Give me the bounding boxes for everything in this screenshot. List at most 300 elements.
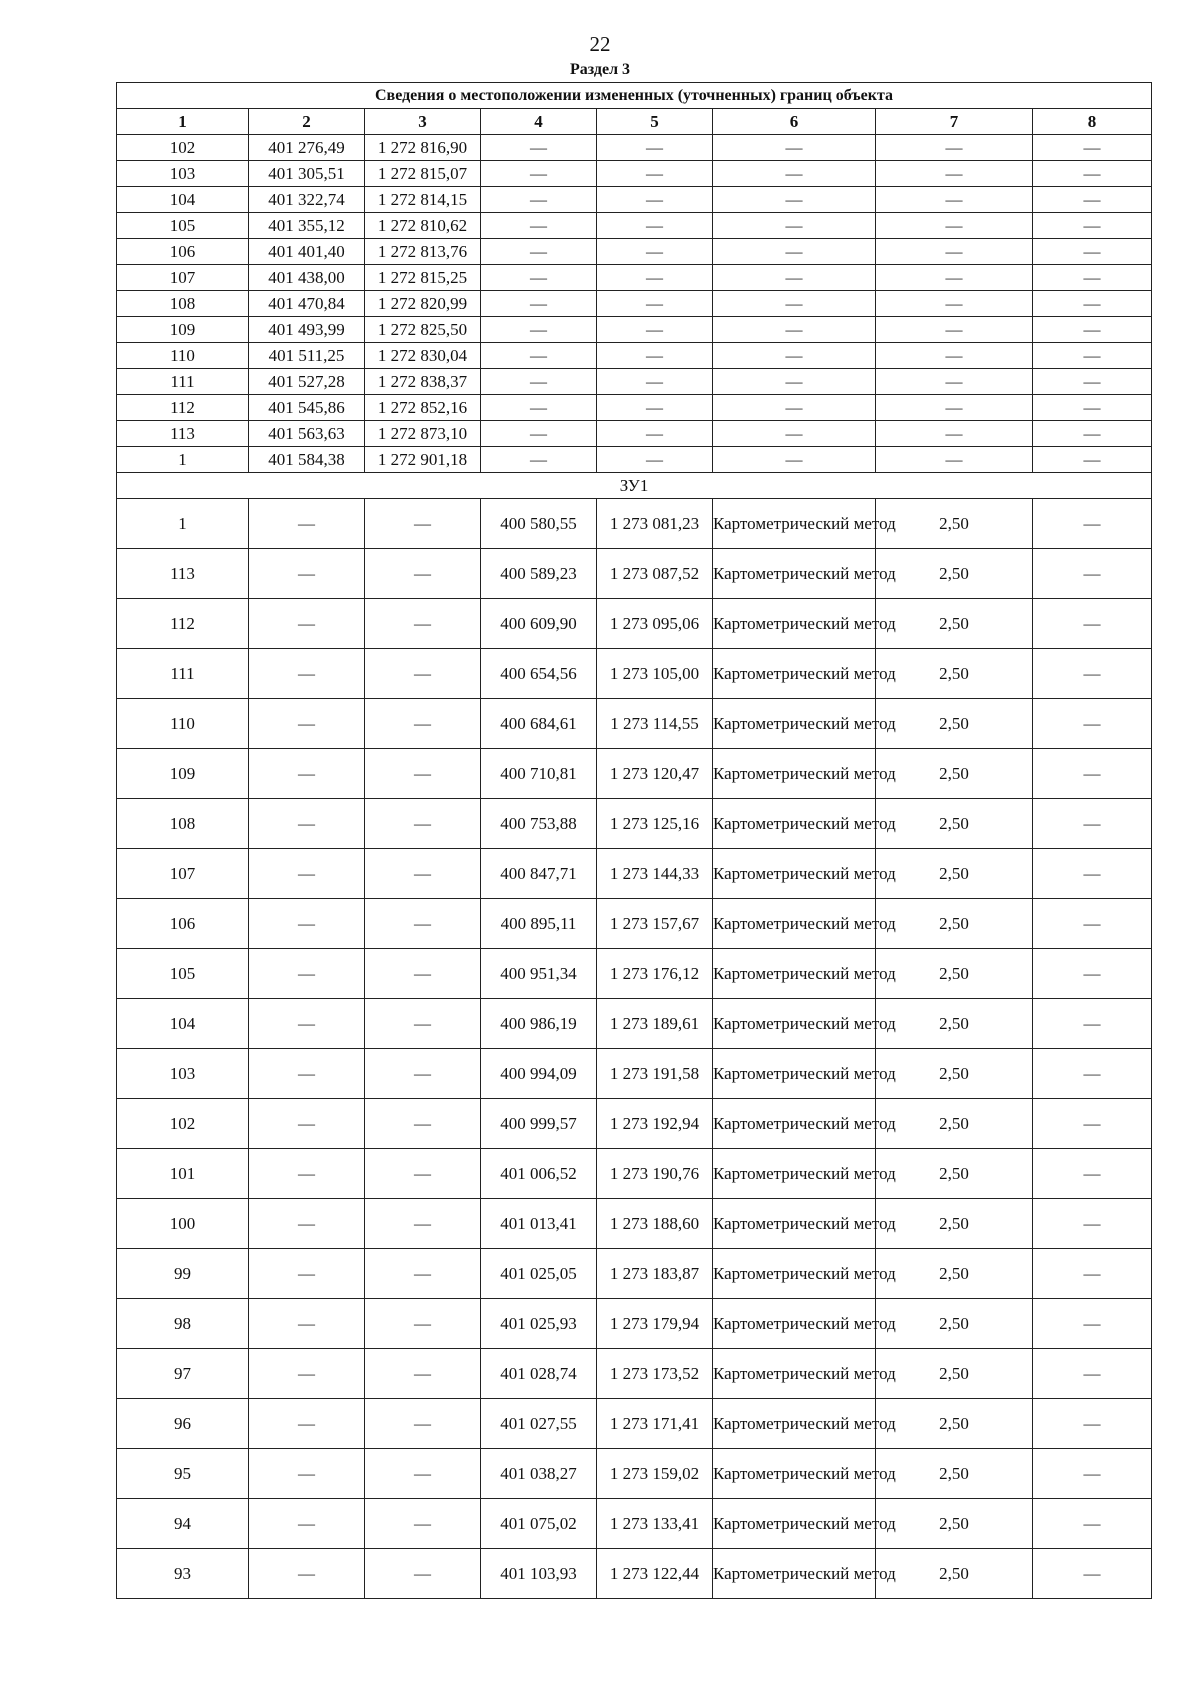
table-row	[117, 999, 1152, 1049]
point-number-cell: 108	[117, 799, 249, 849]
existing-x-cell: —	[249, 1399, 365, 1449]
point-number-cell: 105	[117, 213, 249, 239]
method-cell: Картометрический метод	[713, 1299, 876, 1349]
new-x-cell: 401 025,05	[481, 1249, 597, 1299]
table-row	[117, 213, 1152, 239]
method-cell: Картометрический метод	[713, 799, 876, 849]
new-x-cell: 400 994,09	[481, 1049, 597, 1099]
existing-y-cell: —	[365, 1249, 481, 1299]
new-x-cell: —	[481, 213, 597, 239]
new-x-cell: —	[481, 135, 597, 161]
new-x-cell: 401 075,02	[481, 1499, 597, 1549]
existing-y-cell: —	[365, 499, 481, 549]
point-number-cell: 107	[117, 849, 249, 899]
new-y-cell: 1 273 144,33	[597, 849, 713, 899]
new-x-cell: —	[481, 343, 597, 369]
method-cell: Картометрический метод	[713, 599, 876, 649]
method-cell: —	[713, 395, 876, 421]
existing-x-cell: —	[249, 749, 365, 799]
coordinates-table	[116, 82, 1152, 1599]
existing-x-cell: 401 401,40	[249, 239, 365, 265]
table-row	[117, 1399, 1152, 1449]
method-cell: —	[713, 265, 876, 291]
existing-x-cell: —	[249, 1199, 365, 1249]
new-y-cell: —	[597, 343, 713, 369]
new-y-cell: —	[597, 421, 713, 447]
new-x-cell: 400 654,56	[481, 649, 597, 699]
table-row	[117, 343, 1152, 369]
new-x-cell: —	[481, 161, 597, 187]
new-y-cell: —	[597, 213, 713, 239]
existing-y-cell: 1 272 813,76	[365, 239, 481, 265]
new-y-cell: 1 273 188,60	[597, 1199, 713, 1249]
description-cell: —	[1033, 1149, 1152, 1199]
existing-y-cell: 1 272 810,62	[365, 213, 481, 239]
method-cell: —	[713, 343, 876, 369]
new-y-cell: 1 273 125,16	[597, 799, 713, 849]
new-y-cell: 1 273 176,12	[597, 949, 713, 999]
point-number-cell: 97	[117, 1349, 249, 1399]
point-number-cell: 106	[117, 899, 249, 949]
point-number-cell: 100	[117, 1199, 249, 1249]
description-cell: —	[1033, 1249, 1152, 1299]
method-cell: Картометрический метод	[713, 699, 876, 749]
table-row	[117, 749, 1152, 799]
existing-y-cell: 1 272 820,99	[365, 291, 481, 317]
method-cell: Картометрический метод	[713, 499, 876, 549]
description-cell: —	[1033, 265, 1152, 291]
existing-y-cell: —	[365, 949, 481, 999]
description-cell: —	[1033, 161, 1152, 187]
new-y-cell: —	[597, 447, 713, 473]
existing-x-cell: —	[249, 1449, 365, 1499]
existing-x-cell: 401 584,38	[249, 447, 365, 473]
existing-x-cell: 401 511,25	[249, 343, 365, 369]
accuracy-cell: 2,50	[876, 1299, 1033, 1349]
method-cell: —	[713, 161, 876, 187]
new-x-cell: 400 951,34	[481, 949, 597, 999]
existing-y-cell: —	[365, 699, 481, 749]
table-row	[117, 395, 1152, 421]
accuracy-cell: —	[876, 421, 1033, 447]
new-x-cell: 400 609,90	[481, 599, 597, 649]
new-x-cell: 401 103,93	[481, 1549, 597, 1599]
new-y-cell: 1 273 189,61	[597, 999, 713, 1049]
existing-x-cell: 401 527,28	[249, 369, 365, 395]
existing-points-body	[117, 135, 1152, 473]
description-cell: —	[1033, 369, 1152, 395]
accuracy-cell: 2,50	[876, 1549, 1033, 1599]
point-number-cell: 96	[117, 1399, 249, 1449]
method-cell: Картометрический метод	[713, 1349, 876, 1399]
description-cell: —	[1033, 1399, 1152, 1449]
method-cell: Картометрический метод	[713, 1149, 876, 1199]
point-number-cell: 106	[117, 239, 249, 265]
point-number-cell: 112	[117, 599, 249, 649]
new-points-body	[117, 499, 1152, 1599]
new-y-cell: 1 273 192,94	[597, 1099, 713, 1149]
table-row	[117, 239, 1152, 265]
new-x-cell: 400 753,88	[481, 799, 597, 849]
method-cell: —	[713, 213, 876, 239]
new-x-cell: —	[481, 291, 597, 317]
existing-y-cell: —	[365, 1299, 481, 1349]
table-row	[117, 949, 1152, 999]
method-cell: Картометрический метод	[713, 649, 876, 699]
table-row	[117, 599, 1152, 649]
existing-x-cell: —	[249, 799, 365, 849]
existing-y-cell: —	[365, 1449, 481, 1499]
table-row	[117, 135, 1152, 161]
description-cell: —	[1033, 999, 1152, 1049]
table-row	[117, 447, 1152, 473]
new-y-cell: 1 273 120,47	[597, 749, 713, 799]
table-row	[117, 265, 1152, 291]
new-x-cell: —	[481, 395, 597, 421]
new-x-cell: 400 895,11	[481, 899, 597, 949]
column-number: 8	[1033, 109, 1152, 135]
existing-x-cell: —	[249, 1249, 365, 1299]
accuracy-cell: 2,50	[876, 799, 1033, 849]
point-number-cell: 103	[117, 161, 249, 187]
point-number-cell: 113	[117, 421, 249, 447]
table-caption: Сведения о местоположении измененных (уточненных) границ объекта	[117, 83, 1152, 109]
accuracy-cell: 2,50	[876, 1049, 1033, 1099]
table-row	[117, 291, 1152, 317]
method-cell: —	[713, 291, 876, 317]
new-y-cell: —	[597, 265, 713, 291]
existing-x-cell: 401 355,12	[249, 213, 365, 239]
description-cell: —	[1033, 343, 1152, 369]
description-cell: —	[1033, 1549, 1152, 1599]
method-cell: —	[713, 317, 876, 343]
accuracy-cell: —	[876, 447, 1033, 473]
new-y-cell: —	[597, 187, 713, 213]
existing-x-cell: —	[249, 1499, 365, 1549]
new-y-cell: —	[597, 369, 713, 395]
new-y-cell: 1 273 095,06	[597, 599, 713, 649]
existing-y-cell: —	[365, 849, 481, 899]
new-x-cell: —	[481, 447, 597, 473]
description-cell: —	[1033, 421, 1152, 447]
table-row	[117, 499, 1152, 549]
existing-x-cell: 401 545,86	[249, 395, 365, 421]
method-cell: —	[713, 239, 876, 265]
new-x-cell: 401 025,93	[481, 1299, 597, 1349]
description-cell: —	[1033, 135, 1152, 161]
point-number-cell: 109	[117, 317, 249, 343]
method-cell: Картометрический метод	[713, 1499, 876, 1549]
description-cell: —	[1033, 1499, 1152, 1549]
accuracy-cell: —	[876, 317, 1033, 343]
description-cell: —	[1033, 1299, 1152, 1349]
accuracy-cell: —	[876, 343, 1033, 369]
description-cell: —	[1033, 291, 1152, 317]
description-cell: —	[1033, 699, 1152, 749]
description-cell: —	[1033, 899, 1152, 949]
method-cell: —	[713, 421, 876, 447]
new-y-cell: 1 273 173,52	[597, 1349, 713, 1399]
new-y-cell: 1 273 190,76	[597, 1149, 713, 1199]
existing-y-cell: —	[365, 549, 481, 599]
table-row	[117, 1299, 1152, 1349]
table-row	[117, 699, 1152, 749]
accuracy-cell: —	[876, 369, 1033, 395]
point-number-cell: 1	[117, 447, 249, 473]
existing-x-cell: —	[249, 699, 365, 749]
accuracy-cell: 2,50	[876, 749, 1033, 799]
accuracy-cell: —	[876, 291, 1033, 317]
point-number-cell: 99	[117, 1249, 249, 1299]
new-y-cell: 1 273 105,00	[597, 649, 713, 699]
existing-y-cell: —	[365, 1149, 481, 1199]
table-row	[117, 1449, 1152, 1499]
column-number: 4	[481, 109, 597, 135]
new-x-cell: 400 847,71	[481, 849, 597, 899]
existing-y-cell: —	[365, 999, 481, 1049]
table-row	[117, 1199, 1152, 1249]
point-number-cell: 108	[117, 291, 249, 317]
existing-x-cell: —	[249, 1049, 365, 1099]
method-cell: —	[713, 135, 876, 161]
description-cell: —	[1033, 849, 1152, 899]
group-label: ЗУ1	[117, 473, 1152, 499]
description-cell: —	[1033, 317, 1152, 343]
accuracy-cell: 2,50	[876, 599, 1033, 649]
existing-y-cell: 1 272 814,15	[365, 187, 481, 213]
description-cell: —	[1033, 213, 1152, 239]
accuracy-cell: 2,50	[876, 1099, 1033, 1149]
new-y-cell: 1 273 191,58	[597, 1049, 713, 1099]
existing-y-cell: 1 272 852,16	[365, 395, 481, 421]
existing-y-cell: —	[365, 649, 481, 699]
table-row	[117, 161, 1152, 187]
table-row	[117, 649, 1152, 699]
existing-y-cell: 1 272 816,90	[365, 135, 481, 161]
existing-x-cell: —	[249, 1349, 365, 1399]
method-cell: Картометрический метод	[713, 749, 876, 799]
new-y-cell: —	[597, 161, 713, 187]
new-x-cell: 401 027,55	[481, 1399, 597, 1449]
table-row	[117, 1499, 1152, 1549]
page-number: 22	[589, 32, 611, 56]
point-number-cell: 98	[117, 1299, 249, 1349]
method-cell: Картометрический метод	[713, 1099, 876, 1149]
point-number-cell: 113	[117, 549, 249, 599]
new-x-cell: 400 580,55	[481, 499, 597, 549]
new-x-cell: 401 013,41	[481, 1199, 597, 1249]
new-y-cell: 1 273 114,55	[597, 699, 713, 749]
new-y-cell: —	[597, 317, 713, 343]
table-row	[117, 1149, 1152, 1199]
table-row	[117, 1249, 1152, 1299]
accuracy-cell: 2,50	[876, 1199, 1033, 1249]
existing-x-cell: —	[249, 849, 365, 899]
method-cell: Картометрический метод	[713, 849, 876, 899]
point-number-cell: 109	[117, 749, 249, 799]
existing-x-cell: —	[249, 649, 365, 699]
table-caption-row	[117, 83, 1152, 109]
point-number-cell: 107	[117, 265, 249, 291]
accuracy-cell: 2,50	[876, 499, 1033, 549]
table-row	[117, 1099, 1152, 1149]
new-x-cell: 401 006,52	[481, 1149, 597, 1199]
table-row	[117, 1349, 1152, 1399]
point-number-cell: 1	[117, 499, 249, 549]
table-row	[117, 899, 1152, 949]
method-cell: Картометрический метод	[713, 899, 876, 949]
new-x-cell: 400 999,57	[481, 1099, 597, 1149]
method-cell: —	[713, 447, 876, 473]
new-x-cell: 400 684,61	[481, 699, 597, 749]
new-y-cell: 1 273 159,02	[597, 1449, 713, 1499]
existing-x-cell: —	[249, 499, 365, 549]
existing-x-cell: 401 305,51	[249, 161, 365, 187]
description-cell: —	[1033, 447, 1152, 473]
existing-x-cell: —	[249, 549, 365, 599]
existing-y-cell: —	[365, 1199, 481, 1249]
existing-y-cell: 1 272 815,07	[365, 161, 481, 187]
column-number: 1	[117, 109, 249, 135]
existing-y-cell: —	[365, 799, 481, 849]
method-cell: Картометрический метод	[713, 1549, 876, 1599]
point-number-cell: 110	[117, 699, 249, 749]
existing-y-cell: —	[365, 1099, 481, 1149]
accuracy-cell: 2,50	[876, 949, 1033, 999]
accuracy-cell: 2,50	[876, 1349, 1033, 1399]
existing-x-cell: 401 322,74	[249, 187, 365, 213]
accuracy-cell: —	[876, 395, 1033, 421]
point-number-cell: 111	[117, 649, 249, 699]
existing-x-cell: 401 493,99	[249, 317, 365, 343]
description-cell: —	[1033, 1199, 1152, 1249]
method-cell: Картометрический метод	[713, 1399, 876, 1449]
accuracy-cell: 2,50	[876, 899, 1033, 949]
existing-x-cell: 401 276,49	[249, 135, 365, 161]
method-cell: Картометрический метод	[713, 549, 876, 599]
description-cell: —	[1033, 1349, 1152, 1399]
point-number-cell: 95	[117, 1449, 249, 1499]
method-cell: Картометрический метод	[713, 1449, 876, 1499]
existing-y-cell: —	[365, 1499, 481, 1549]
existing-y-cell: 1 272 830,04	[365, 343, 481, 369]
new-y-cell: —	[597, 239, 713, 265]
description-cell: —	[1033, 499, 1152, 549]
accuracy-cell: —	[876, 239, 1033, 265]
existing-x-cell: —	[249, 599, 365, 649]
accuracy-cell: 2,50	[876, 699, 1033, 749]
existing-y-cell: 1 272 901,18	[365, 447, 481, 473]
description-cell: —	[1033, 949, 1152, 999]
point-number-cell: 104	[117, 999, 249, 1049]
point-number-cell: 112	[117, 395, 249, 421]
new-y-cell: 1 273 171,41	[597, 1399, 713, 1449]
table-row	[117, 1049, 1152, 1099]
existing-y-cell: —	[365, 1049, 481, 1099]
existing-x-cell: 401 470,84	[249, 291, 365, 317]
existing-y-cell: —	[365, 599, 481, 649]
existing-x-cell: 401 563,63	[249, 421, 365, 447]
accuracy-cell: 2,50	[876, 1249, 1033, 1299]
description-cell: —	[1033, 599, 1152, 649]
new-y-cell: 1 273 179,94	[597, 1299, 713, 1349]
point-number-cell: 102	[117, 135, 249, 161]
section-title: Раздел 3	[569, 61, 631, 78]
description-cell: —	[1033, 549, 1152, 599]
point-number-cell: 102	[117, 1099, 249, 1149]
new-x-cell: —	[481, 421, 597, 447]
method-cell: Картометрический метод	[713, 1249, 876, 1299]
new-x-cell: 401 028,74	[481, 1349, 597, 1399]
accuracy-cell: 2,50	[876, 649, 1033, 699]
table-row	[117, 1549, 1152, 1599]
table-row	[117, 849, 1152, 899]
description-cell: —	[1033, 749, 1152, 799]
existing-x-cell: —	[249, 1299, 365, 1349]
method-cell: —	[713, 187, 876, 213]
method-cell: —	[713, 369, 876, 395]
new-y-cell: —	[597, 291, 713, 317]
existing-y-cell: 1 272 873,10	[365, 421, 481, 447]
column-number-row	[117, 109, 1152, 135]
column-number: 6	[713, 109, 876, 135]
description-cell: —	[1033, 187, 1152, 213]
existing-y-cell: —	[365, 1399, 481, 1449]
new-x-cell: —	[481, 265, 597, 291]
description-cell: —	[1033, 1099, 1152, 1149]
new-y-cell: 1 273 081,23	[597, 499, 713, 549]
accuracy-cell: 2,50	[876, 1449, 1033, 1499]
existing-y-cell: —	[365, 1549, 481, 1599]
new-y-cell: 1 273 183,87	[597, 1249, 713, 1299]
description-cell: —	[1033, 1049, 1152, 1099]
new-x-cell: —	[481, 187, 597, 213]
new-x-cell: 400 986,19	[481, 999, 597, 1049]
existing-y-cell: 1 272 825,50	[365, 317, 481, 343]
new-x-cell: 401 038,27	[481, 1449, 597, 1499]
new-y-cell: 1 273 157,67	[597, 899, 713, 949]
table-row	[117, 317, 1152, 343]
column-number: 5	[597, 109, 713, 135]
existing-x-cell: 401 438,00	[249, 265, 365, 291]
existing-y-cell: 1 272 815,25	[365, 265, 481, 291]
existing-x-cell: —	[249, 1549, 365, 1599]
description-cell: —	[1033, 1449, 1152, 1499]
existing-y-cell: —	[365, 1349, 481, 1399]
existing-y-cell: 1 272 838,37	[365, 369, 481, 395]
new-x-cell: —	[481, 317, 597, 343]
new-x-cell: —	[481, 369, 597, 395]
method-cell: Картометрический метод	[713, 999, 876, 1049]
existing-y-cell: —	[365, 749, 481, 799]
new-y-cell: 1 273 087,52	[597, 549, 713, 599]
existing-x-cell: —	[249, 899, 365, 949]
description-cell: —	[1033, 649, 1152, 699]
accuracy-cell: 2,50	[876, 849, 1033, 899]
point-number-cell: 104	[117, 187, 249, 213]
point-number-cell: 101	[117, 1149, 249, 1199]
new-x-cell: —	[481, 239, 597, 265]
new-x-cell: 400 710,81	[481, 749, 597, 799]
point-number-cell: 110	[117, 343, 249, 369]
accuracy-cell: —	[876, 135, 1033, 161]
description-cell: —	[1033, 239, 1152, 265]
accuracy-cell: —	[876, 161, 1033, 187]
accuracy-cell: —	[876, 213, 1033, 239]
column-number: 7	[876, 109, 1033, 135]
point-number-cell: 105	[117, 949, 249, 999]
accuracy-cell: —	[876, 187, 1033, 213]
